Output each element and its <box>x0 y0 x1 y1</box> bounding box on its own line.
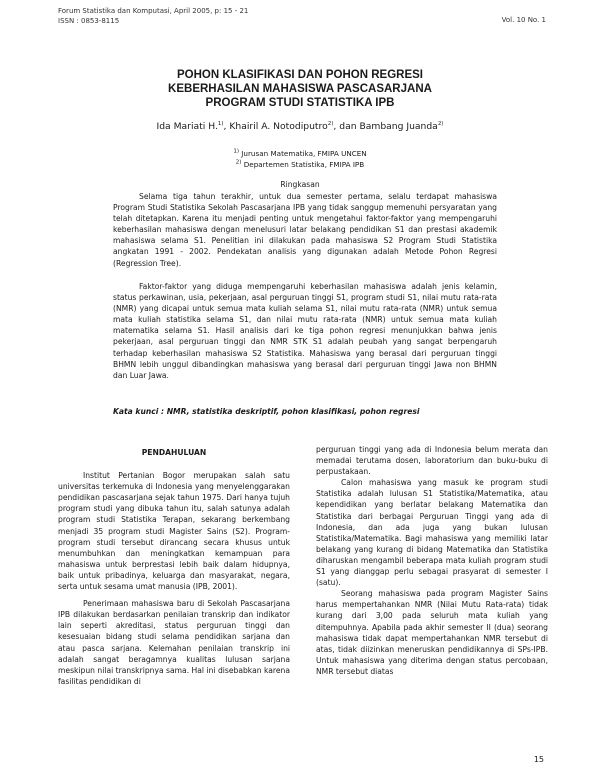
affiliation: $^{2)}$ Departemen Statistika, FMIPA IPB <box>235 159 365 169</box>
author-name: Khairil A. Notodiputro <box>229 121 328 132</box>
abstract-paragraph: Selama tiga tahun terakhir, untuk dua semester pertama, selalu terdapat mahasiswa Program Studi Statistika Sekolah Pascasarjana IPB yang tidak sanggup memenuhi persyaratan yang telah ditetapkan. Karena itu menjadi penting untuk mengetahui faktor-faktor yang mempengaruhi keberhasilan mahasiswa dengan menelusuri latar belakang pendidikan S1 dan prestasi akademik mahasiswa selama S1. Penelitian ini dilakukan pada mahasiswa S2 Program Studi Statistika angkatan 1991 - 2002. Pendekatan analisis yang digunakan adalah Metode Pohon Regresi (Regression Tree). <box>113 192 497 268</box>
keywords: Kata kunci : NMR, statistika deskriptif, pohon klasifikasi, pohon regresi <box>113 407 420 416</box>
abstract-heading: Ringkasan <box>280 180 320 189</box>
body-paragraph: Seorang mahasiswa pada program Magister Sains harus mempertahankan NMR (Nilai Mutu Rata-rata) tidak kurang dari 3,00 pada seluruh mata kuliah yang ditempuhnya. Apabila pada akhir semester II (dua) seorang mahasiswa tidak dapat mempertahankan NMR tersebut di atas, tidak diizinkan meneruskan pendidikannya di SPs-IPB. Untuk mahasiswa yang diterima dengan status percobaan, NMR tersebut diatas <box>316 589 548 676</box>
body-column-right <box>316 444 548 677</box>
title-line: POHON KLASIFIKASI DAN POHON REGRESI <box>177 69 423 81</box>
author-separator: , <box>223 121 230 132</box>
affiliation: $^{1)}$ Jurusan Matematika, FMIPA UNCEN <box>233 148 367 158</box>
author-affil-mark: 1) <box>217 120 224 127</box>
author-list <box>0 121 600 132</box>
affiliations <box>0 148 600 170</box>
author-name: Ida Mariati H. <box>156 121 218 132</box>
author-affil-mark: 2) <box>327 120 334 127</box>
author-separator: , dan <box>333 121 360 132</box>
journal-citation: Forum Statistika dan Komputasi, April 2005, p: 15 - 21 <box>58 7 249 15</box>
abstract-paragraph: Faktor-faktor yang diduga mempengaruhi keberhasilan mahasiswa adalah jenis kelamin, status perkawinan, usia, pekerjaan, asal perguruan tinggi S1, program studi S1, nilai mutu rata-rata (NMR) yang dicapai untuk semua mata kuliah selama S1, nilai mutu rata-rata (NMR) untuk semua mata kuliah statistika selama S1, dan nilai mutu rata-rata (NMR) untuk semua mata kuliah matematika selama S1. Hasil analisis dari ke tiga pohon regresi menunjukkan bahwa jenis pekerjaan, asal perguruan tinggi dan NMR STK S1 adalah peubah yang sangat berpengaruh terhadap keberhasilan mahasiswa S2 Statistika. Mahasiswa yang berasal dari perguruan tinggi BHMN lebih unggul dibandingkan mahasiswa yang berasal dari perguruan tinggi Jawa non BHMN dan Luar Jawa. <box>113 282 497 380</box>
author-name: Bambang Juanda <box>359 121 438 132</box>
volume-label: Vol. 10 No. 1 <box>501 16 546 24</box>
body-column-left <box>58 447 290 687</box>
body-paragraph: Penerimaan mahasiswa baru di Sekolah Pascasarjana IPB dilakukan berdasarkan penilaian transkrip dan indikator lain seperti akreditasi, status perguruan tinggi dan kesesuaian bidang studi selama pendidikan sarjana dan atau pasca sarjana. Kelemahan penilaian transkrip ini adalah sangat beragamnya kualitas lulusan sarjana meskipun nilai transkripnya sama. Hal ini disebabkan karena fasilitas pendidikan di <box>58 599 290 686</box>
body-paragraph: perguruan tinggi yang ada di Indonesia belum merata dan memadai terutama dosen, laboratorium dan buku-buku di perpustakaan. <box>316 445 548 477</box>
title-line: PROGRAM STUDI STATISTIKA IPB <box>205 97 395 109</box>
page-number: 15 <box>533 755 544 764</box>
author-affil-mark: 2) <box>437 120 444 127</box>
issn: ISSN : 0853-8115 <box>58 17 120 25</box>
body-paragraph: Calon mahasiswa yang masuk ke program studi Statistika adalah lulusan S1 Statistika/Matematika, atau kependidikan yang berlatar belakang Matematika dan Statistika dari berbagai Perguruan Tinggi yang ada di Indonesia, dan ada juga yang bukan lulusan Statistika/Matematika. Bagi mahasiswa yang memiliki latar belakang yang kurang di bidang Matematika dan Statistika diharuskan mengambil beberapa mata kuliah program studi S1 yang dianggap perlu sebagai prasyarat di semester I (satu). <box>316 478 548 588</box>
journal-header <box>58 6 248 26</box>
section-heading: PENDAHULUAN <box>141 448 207 457</box>
title-line: KEBERHASILAN MAHASISWA PASCASARJANA <box>168 83 432 95</box>
paper-title <box>0 68 600 110</box>
body-paragraph: Institut Pertanian Bogor merupakan salah satu universitas terkemuka di Indonesia yang menyelenggarakan pendidikan pascasarjana sejak tahun 1975. Dari hanya tujuh program studi yang dibuka tahun itu, salah satunya adalah program studi Statistika Terapan, sekarang berkembang menjadi 35 program studi Magister Sains (S2). Program-program studi tersebut dirancang secara khusus untuk menumbuhkan dan meningkatkan kemampuan para mahasiswa untuk berprestasi lebih baik dalam hidupnya, baik untuk pribadinya, keluarga dan masyarakat, negara, serta untuk sesama umat manusia (IPB, 2001). <box>58 471 290 592</box>
